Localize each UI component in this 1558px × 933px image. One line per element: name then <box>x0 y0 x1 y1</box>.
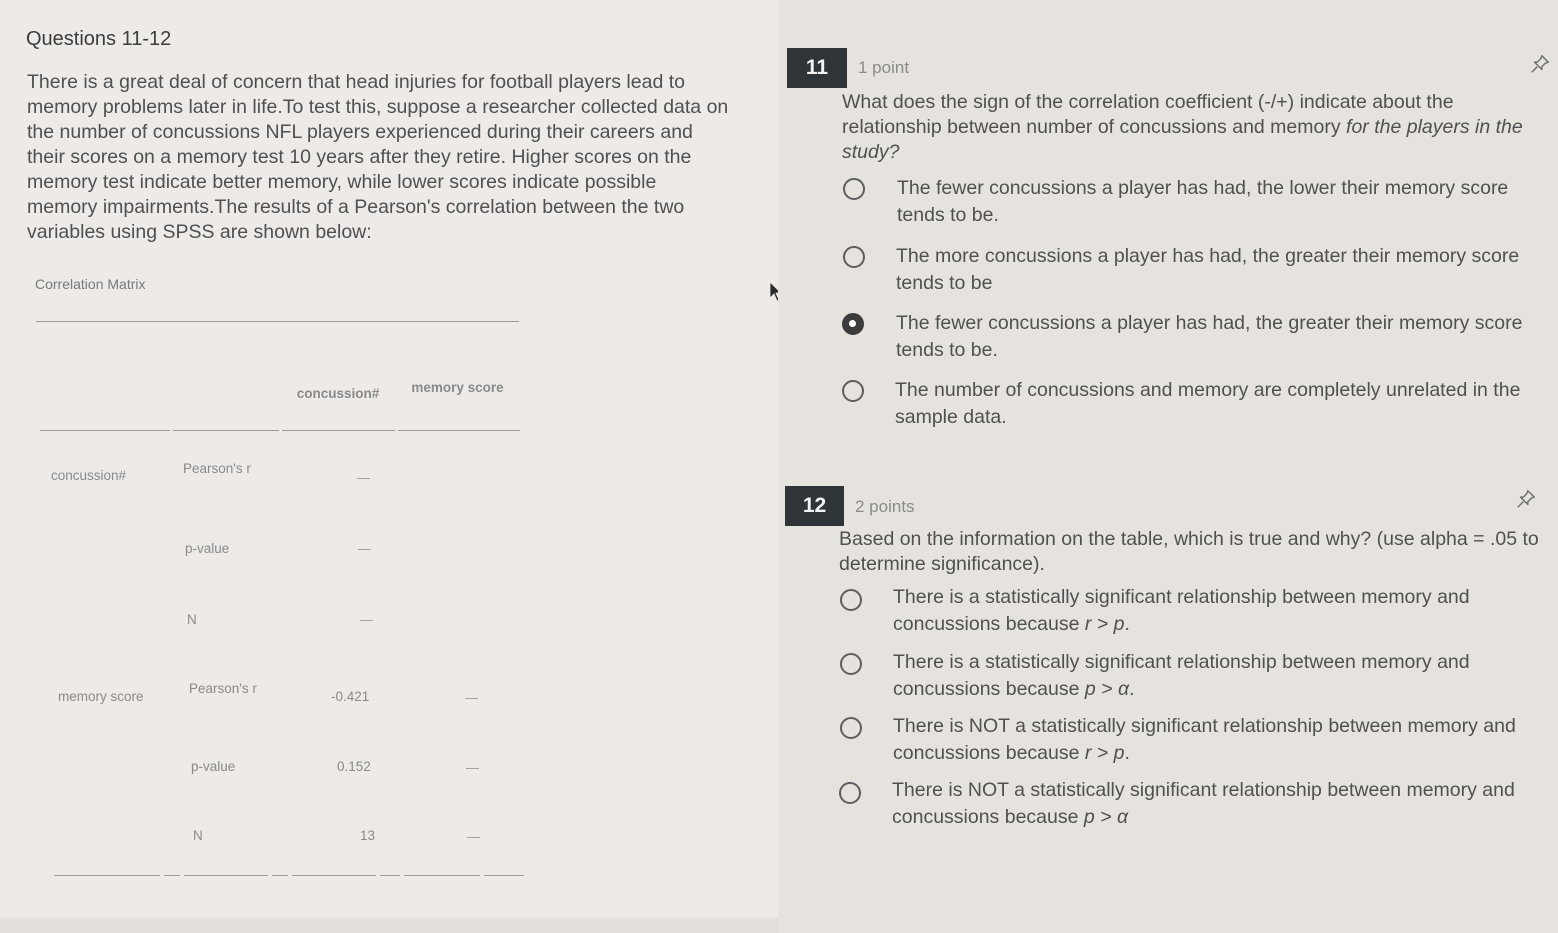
choice-text: . <box>1129 678 1135 700</box>
header-rule <box>40 430 170 431</box>
choice-line <box>893 676 1543 703</box>
answer-radio-11a[interactable] <box>843 178 865 200</box>
prompt-line <box>842 115 1542 140</box>
choice-line <box>893 611 1543 638</box>
table-bottom-rule <box>292 875 376 876</box>
question-prompt <box>842 90 1542 165</box>
question-points: 2 points <box>855 497 915 516</box>
choice-line <box>893 740 1543 767</box>
stat-label: N <box>187 612 197 627</box>
choice-text: . <box>1124 742 1130 764</box>
choice-line: The fewer concussions a player has had, the lower their memory score <box>897 177 1509 199</box>
choice-line: There is NOT a statistically significant relationship between memory and <box>893 715 1516 737</box>
table-cell: — <box>467 829 480 844</box>
stat-label: p-value <box>185 541 230 556</box>
stat-label: p-value <box>191 759 236 774</box>
choice-line <box>892 804 1542 831</box>
table-cell: — <box>357 470 370 485</box>
col-header-memory-score: memory score <box>411 380 504 395</box>
answer-radio-12d[interactable] <box>839 782 861 804</box>
answer-radio-12c[interactable] <box>840 717 862 739</box>
choice-line: tends to be. <box>897 204 999 226</box>
choice-text: concussions because <box>893 678 1085 700</box>
question-number-badge: 12 <box>785 486 844 526</box>
stat-label: N <box>193 828 203 843</box>
answer-choice-12d[interactable] <box>892 777 1542 831</box>
prompt-line: Based on the information on the table, which is true and why? (use alpha = .05 to <box>839 528 1539 550</box>
row-var-concussion: concussion# <box>51 468 127 483</box>
choice-line: There is a statistically significant relationship between memory and <box>893 651 1470 673</box>
stimulus-title: Questions 11-12 <box>26 28 172 50</box>
question-points: 1 point <box>858 58 910 77</box>
answer-choice-12a[interactable] <box>893 584 1543 638</box>
pin-icon[interactable] <box>1515 488 1537 510</box>
table-bottom-rule <box>184 875 268 876</box>
table-bottom-rule <box>164 875 180 876</box>
answer-radio-11d[interactable] <box>842 380 864 402</box>
table-cell: — <box>358 541 371 556</box>
stimulus-panel <box>0 0 778 918</box>
choice-text: concussions because <box>893 742 1085 764</box>
header-rule <box>398 430 520 431</box>
table-cell: 13 <box>360 828 376 843</box>
choice-line: There is NOT a statistically significant relationship between memory and <box>892 779 1515 801</box>
table-cell: — <box>466 760 479 775</box>
question-prompt <box>839 527 1549 577</box>
table-cell: — <box>465 690 478 705</box>
table-cell: 0.152 <box>337 759 371 774</box>
answer-choice-11b[interactable] <box>896 243 1536 297</box>
table-caption: Correlation Matrix <box>35 276 146 292</box>
paragraph-line: memory test indicate better memory, while lower scores indicate possible <box>27 171 657 193</box>
answer-choice-11c[interactable] <box>896 310 1536 364</box>
paragraph-line: variables using SPSS are shown below: <box>27 221 372 243</box>
pin-icon[interactable] <box>1529 53 1551 75</box>
stimulus-paragraph <box>27 70 752 245</box>
choice-line: The number of concussions and memory are completely unrelated in the <box>895 379 1521 401</box>
answer-radio-11c-selected[interactable] <box>842 313 864 335</box>
col-header-concussion: concussion# <box>296 386 380 401</box>
table-top-rule <box>36 321 519 322</box>
paragraph-line: memory impairments.The results of a Pearson's correlation between the two <box>27 196 685 218</box>
choice-text: concussions because <box>892 806 1084 828</box>
answer-radio-12a[interactable] <box>840 589 862 611</box>
paragraph-line: memory problems later in life.To test this, suppose a researcher collected data on <box>27 96 729 118</box>
table-bottom-rule <box>54 875 160 876</box>
answer-choice-11d[interactable] <box>895 377 1535 431</box>
prompt-emphasis: study? <box>842 141 900 163</box>
paragraph-line: There is a great deal of concern that head injuries for football players lead to <box>27 71 685 93</box>
prompt-line: determine significance). <box>839 553 1045 575</box>
choice-line: The more concussions a player has had, the greater their memory score <box>896 245 1520 267</box>
choice-text: . <box>1124 613 1130 635</box>
header-rule <box>282 430 395 431</box>
table-cell: — <box>360 612 373 627</box>
table-bottom-rule <box>380 875 400 876</box>
table-bottom-rule <box>404 875 480 876</box>
answer-choice-12c[interactable] <box>893 713 1543 767</box>
choice-line: tends to be <box>896 272 993 294</box>
question-number-badge: 11 <box>787 48 847 88</box>
table-bottom-rule <box>484 875 524 876</box>
answer-radio-12b[interactable] <box>840 653 862 675</box>
paragraph-line: the number of concussions NFL players experienced during their careers and <box>27 121 693 143</box>
prompt-emphasis: for the players in the <box>1346 116 1523 138</box>
choice-line: There is a statistically significant relationship between memory and <box>893 586 1470 608</box>
choice-expression: r > p <box>1084 613 1125 635</box>
paragraph-line: their scores on a memory test 10 years after they retire. Higher scores on the <box>27 146 692 168</box>
choice-line: sample data. <box>895 406 1007 428</box>
table-bottom-rule <box>272 875 288 876</box>
prompt-text: relationship between number of concussions and memory <box>842 116 1341 138</box>
choice-expression: p > α <box>1084 678 1130 700</box>
choice-expression: p > α <box>1083 806 1129 828</box>
stat-label: Pearson's r <box>183 461 251 476</box>
row-var-memory-score: memory score <box>58 689 144 704</box>
answer-radio-11b[interactable] <box>843 246 865 268</box>
choice-line: The fewer concussions a player has had, the greater their memory score <box>896 312 1523 334</box>
choice-expression: r > p <box>1084 742 1125 764</box>
prompt-line: What does the sign of the correlation coefficient (-/+) indicate about the <box>842 91 1454 113</box>
stat-label: Pearson's r <box>189 681 257 696</box>
choice-text: concussions because <box>893 613 1085 635</box>
prompt-line <box>842 140 1542 165</box>
answer-choice-11a[interactable] <box>897 175 1537 229</box>
answer-choice-12b[interactable] <box>893 649 1543 703</box>
bottom-strip <box>0 918 778 933</box>
table-cell: -0.421 <box>331 689 370 704</box>
choice-line: tends to be. <box>896 339 998 361</box>
header-rule <box>173 430 279 431</box>
